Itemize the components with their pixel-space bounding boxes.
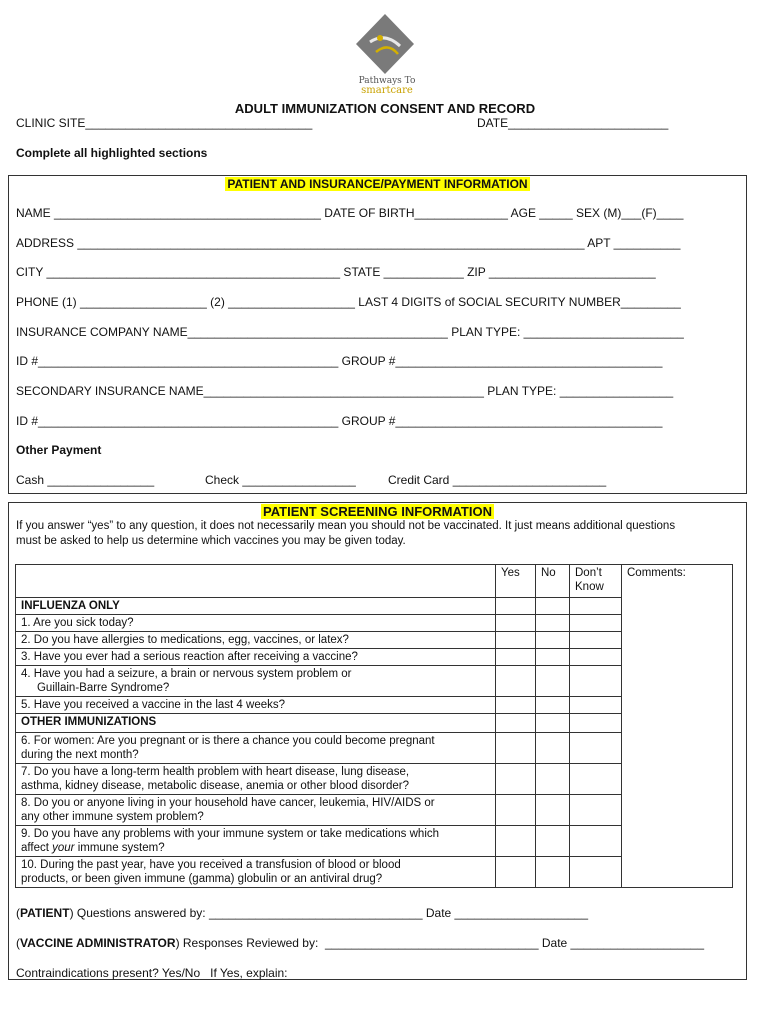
- question-3: 3. Have you ever had a serious reaction after receiving a vaccine?: [16, 649, 496, 666]
- question-2: 2. Do you have allergies to medications, egg, vaccines, or latex?: [16, 632, 496, 649]
- screening-table: [15, 564, 733, 888]
- question-9: 9. Do you have any problems with your immune system or take medications which affect your immune system?: [16, 826, 496, 857]
- check-field[interactable]: Check _________________: [205, 473, 356, 487]
- answer-no-cell[interactable]: [536, 795, 570, 826]
- dont-know-header: Don’t Know: [570, 565, 622, 598]
- answer-yes-cell[interactable]: [496, 857, 536, 888]
- no-header: No: [536, 565, 570, 598]
- answer-dk-cell[interactable]: [570, 826, 622, 857]
- screening-heading: PATIENT SCREENING INFORMATION: [263, 504, 492, 519]
- section-other-immunizations: OTHER IMMUNIZATIONS: [16, 714, 496, 733]
- section-influenza: INFLUENZA ONLY: [16, 598, 496, 615]
- comments-cell[interactable]: Comments:: [622, 565, 733, 888]
- answer-dk-cell[interactable]: [570, 733, 622, 764]
- patient-answered-by-field[interactable]: (PATIENT) Questions answered by: ________________________________ Date ____________________: [16, 906, 589, 920]
- date-field[interactable]: DATE________________________: [477, 116, 669, 130]
- screening-intro-line2: must be asked to help us determine which vaccines you may be given today.: [16, 535, 406, 547]
- answer-yes-cell[interactable]: [496, 795, 536, 826]
- answer-yes-cell[interactable]: [496, 733, 536, 764]
- question-6: 6. For women: Are you pregnant or is there a chance you could become pregnant during the next month?: [16, 733, 496, 764]
- answer-no-cell[interactable]: [536, 714, 570, 733]
- answer-dk-cell[interactable]: [570, 697, 622, 714]
- question-10: 10. During the past year, have you received a transfusion of blood or blood products, or been given immune (gamma) globulin or an antiviral drug?: [16, 857, 496, 888]
- answer-no-cell[interactable]: [536, 826, 570, 857]
- question-1: 1. Are you sick today?: [16, 615, 496, 632]
- answer-dk-cell[interactable]: [570, 666, 622, 697]
- answer-dk-cell[interactable]: [570, 649, 622, 666]
- answer-yes-cell[interactable]: [496, 697, 536, 714]
- answer-no-cell[interactable]: [536, 649, 570, 666]
- question-4: 4. Have you had a seizure, a brain or nervous system problem or Guillain-Barre Syndrome?: [16, 666, 496, 697]
- answer-dk-cell[interactable]: [570, 615, 622, 632]
- table-header-row: [16, 565, 733, 598]
- city-row[interactable]: CITY ____________________________________________ STATE ____________ ZIP _________________________: [16, 265, 656, 279]
- logo-text-line2: smartcare: [361, 85, 413, 96]
- answer-yes-cell[interactable]: [496, 598, 536, 615]
- answer-dk-cell[interactable]: [570, 795, 622, 826]
- credit-card-field[interactable]: Credit Card _______________________: [388, 473, 607, 487]
- answer-yes-cell[interactable]: [496, 666, 536, 697]
- answer-no-cell[interactable]: [536, 733, 570, 764]
- patient-info-heading: PATIENT AND INSURANCE/PAYMENT INFORMATION: [227, 177, 528, 191]
- answer-yes-cell[interactable]: [496, 649, 536, 666]
- address-row[interactable]: ADDRESS ____________________________________________________________________________ APT __________: [16, 236, 681, 250]
- answer-yes-cell[interactable]: [496, 632, 536, 649]
- secondary-insurance-row[interactable]: SECONDARY INSURANCE NAME__________________________________________ PLAN TYPE: _________________: [16, 384, 674, 398]
- yes-header: Yes: [496, 565, 536, 598]
- answer-no-cell[interactable]: [536, 666, 570, 697]
- insurance-row[interactable]: INSURANCE COMPANY NAME_______________________________________ PLAN TYPE: ________________________: [16, 325, 684, 339]
- answer-dk-cell[interactable]: [570, 714, 622, 733]
- administrator-reviewed-by-field[interactable]: (VACCINE ADMINISTRATOR) Responses Reviewed by: ________________________________ Date ____________________: [16, 936, 705, 950]
- question-8: 8. Do you or anyone living in your household have cancer, leukemia, HIV/AIDS or any other immune system problem?: [16, 795, 496, 826]
- answer-no-cell[interactable]: [536, 632, 570, 649]
- answer-dk-cell[interactable]: [570, 857, 622, 888]
- secondary-id-group-row[interactable]: ID #_____________________________________________ GROUP #________________________________________: [16, 414, 663, 428]
- answer-dk-cell[interactable]: [570, 632, 622, 649]
- phone-row[interactable]: PHONE (1) ___________________ (2) ___________________ LAST 4 DIGITS of SOCIAL SECURITY NUMBER_________: [16, 295, 681, 309]
- question-7: 7. Do you have a long-term health problem with heart disease, lung disease, asthma, kidney disease, metabolic disease, anemia or other blood disorder?: [16, 764, 496, 795]
- name-row[interactable]: NAME ________________________________________ DATE OF BIRTH______________ AGE _____ SEX (M)___(F)____: [16, 206, 684, 220]
- answer-dk-cell[interactable]: [570, 764, 622, 795]
- clinic-site-field[interactable]: CLINIC SITE__________________________________: [16, 116, 313, 130]
- answer-no-cell[interactable]: [536, 697, 570, 714]
- answer-dk-cell[interactable]: [570, 598, 622, 615]
- id-group-row[interactable]: ID #_____________________________________________ GROUP #________________________________________: [16, 354, 663, 368]
- other-payment-label: Other Payment: [16, 443, 102, 457]
- question-header-cell: [16, 565, 496, 598]
- answer-no-cell[interactable]: [536, 598, 570, 615]
- answer-yes-cell[interactable]: [496, 826, 536, 857]
- answer-yes-cell[interactable]: [496, 714, 536, 733]
- logo-text-line1: Pathways To: [358, 76, 416, 86]
- answer-yes-cell[interactable]: [496, 764, 536, 795]
- question-5: 5. Have you received a vaccine in the last 4 weeks?: [16, 697, 496, 714]
- contraindications-field[interactable]: Contraindications present? Yes/No If Yes, explain:: [16, 966, 288, 980]
- answer-no-cell[interactable]: [536, 615, 570, 632]
- cash-field[interactable]: Cash ________________: [16, 473, 155, 487]
- answer-yes-cell[interactable]: [496, 615, 536, 632]
- instruction-text: Complete all highlighted sections: [16, 146, 208, 160]
- screening-intro-line1: If you answer “yes” to any question, it does not necessarily mean you should not be vaccinated. It just means additional questions: [16, 520, 676, 532]
- page-title: ADULT IMMUNIZATION CONSENT AND RECORD: [234, 101, 536, 116]
- answer-no-cell[interactable]: [536, 857, 570, 888]
- patient-info-section: [8, 175, 747, 494]
- answer-no-cell[interactable]: [536, 764, 570, 795]
